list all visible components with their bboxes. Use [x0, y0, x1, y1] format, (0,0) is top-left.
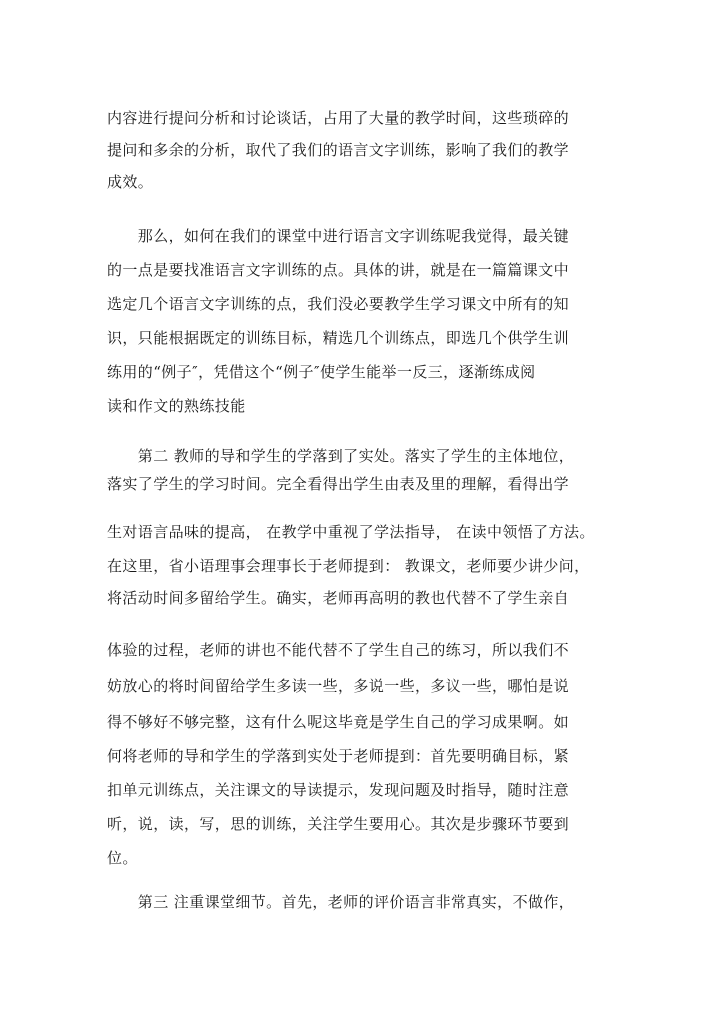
text-line: 第三 注重课堂细节。首先，老师的评价语言非常真实，不做作， — [107, 893, 575, 911]
text-line: 读和作文的熟练技能 — [107, 397, 246, 415]
text-line: 生对语言品味的提高， 在教学中重视了学法指导， 在读中领悟了方法。 — [107, 523, 595, 541]
text-line: 的一点是要找准语言文字训练的点。具体的讲，就是在一篇篇课文中 — [107, 261, 570, 279]
text-line: 练用的“例子″，凭借这个“例子″使学生能举一反三，逐渐练成阅 — [107, 363, 536, 381]
text-line: 得不够好不够完整，这有什么呢这毕竟是学生自己的学习成果啊。如 — [107, 713, 570, 731]
text-line: 第二 教师的导和学生的学落到了实处。落实了学生的主体地位， — [107, 447, 575, 465]
text-line: 识，只能根据既定的训练目标，精选几个训练点，即选几个供学生训 — [107, 329, 570, 347]
text-line: 成效。 — [107, 173, 154, 191]
text-line: 那么，如何在我们的课堂中进行语言文字训练呢我觉得，最关键 — [107, 227, 570, 245]
text-line: 何将老师的导和学生的学落到实处于老师提到：首先要明确目标，紧 — [107, 747, 570, 765]
text-line: 体验的过程，老师的讲也不能代替不了学生自己的练习，所以我们不 — [107, 641, 570, 659]
text-line: 妨放心的将时间留给学生多读一些，多说一些，多议一些，哪怕是说 — [107, 677, 570, 695]
text-line: 扣单元训练点，关注课文的导读提示，发现问题及时指导，随时注意 — [107, 781, 570, 799]
text-line: 听，说，读，写，思的训练，关注学生要用心。其次是步骤环节要到 — [107, 815, 570, 833]
text-line: 落实了学生的学习时间。完全看得出学生由表及里的理解，看得出学 — [107, 475, 570, 493]
text-line: 内容进行提问分析和讨论谈话，占用了大量的教学时间，这些琐碎的 — [107, 109, 570, 127]
text-line: 选定几个语言文字训练的点，我们没必要教学生学习课文中所有的知 — [107, 295, 570, 313]
text-line: 在这里，省小语理事会理事长于老师提到： 教课文，老师要少讲少问， — [107, 557, 590, 575]
text-line: 将活动时间多留给学生。确实，老师再高明的教也代替不了学生亲自 — [107, 589, 570, 607]
text-line: 提问和多余的分析，取代了我们的语言文字训练，影响了我们的教学 — [107, 141, 570, 159]
text-line: 位。 — [107, 849, 138, 867]
